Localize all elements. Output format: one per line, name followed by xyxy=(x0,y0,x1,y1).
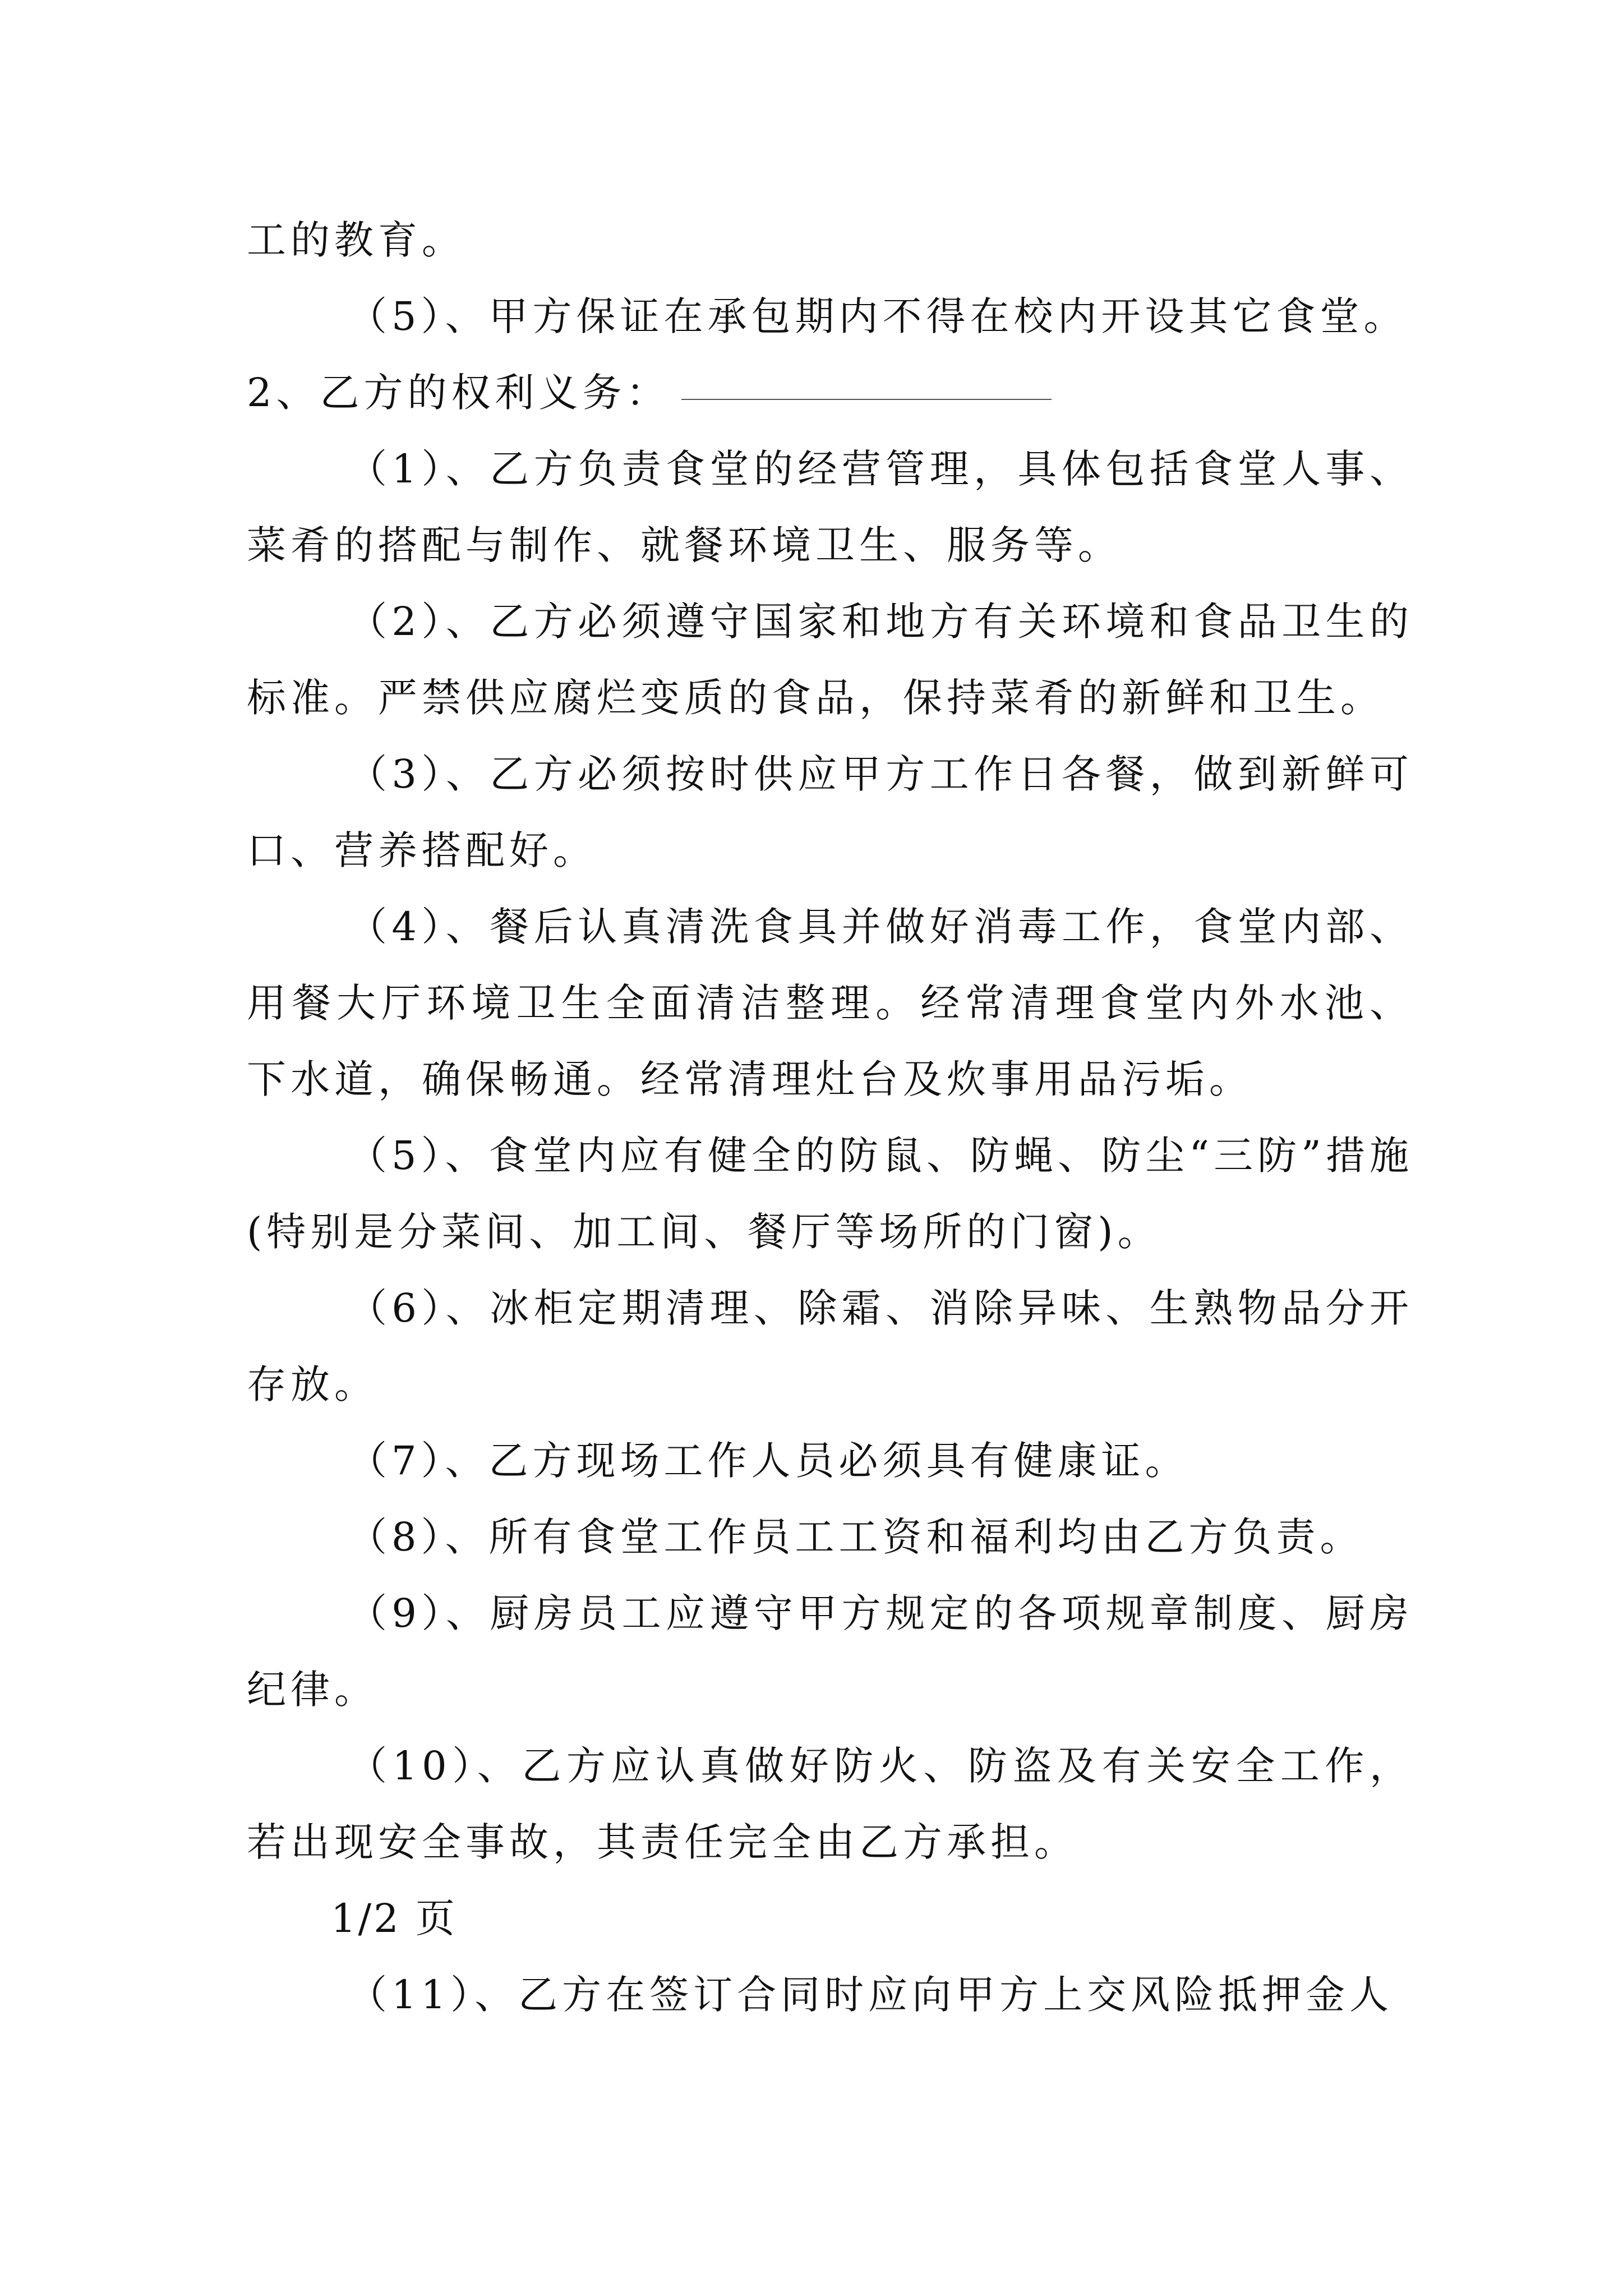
paragraph-continuation: 工的教育。 xyxy=(247,217,465,263)
paragraph-clause-2-6: （6）、冰柜定期清理、除霜、消除异味、生熟物品分开存放。 xyxy=(247,1285,1413,1407)
section-heading-text: 2、乙方的权利义务： xyxy=(247,370,670,416)
paragraph-clause-2-11: （11）、乙方在签订合同时应向甲方上交风险抵押金人 xyxy=(348,1972,1394,2018)
document-body xyxy=(247,202,1413,2033)
paragraph-clause-2-7: （7）、乙方现场工作人员必须具有健康证。 xyxy=(348,1438,1189,1484)
section-heading-party-b xyxy=(247,355,1413,431)
paragraph-clause-2-10: （10）、乙方应认真做好防火、防盗及有关安全工作，若出现安全事故，其责任完全由乙方承担。 xyxy=(247,1743,1413,1865)
paragraph-clause-2-8: （8）、所有食堂工作员工工资和福利均由乙方负责。 xyxy=(348,1514,1364,1560)
paragraph-clause-2-5: （5）、食堂内应有健全的防鼠、防蝇、防尘“三防”措施(特别是分菜间、加工间、餐厅等场所的门窗)。 xyxy=(247,1133,1413,1255)
paragraph-clause-2-4: （4）、餐后认真清洗食具并做好消毒工作，食堂内部、用餐大厅环境卫生全面清洁整理。经常清理食堂内外水池、下水道，确保畅通。经常清理灶台及炊事用品污垢。 xyxy=(247,904,1413,1102)
paragraph-clause-2-2: （2）、乙方必须遵守国家和地方有关环境和食品卫生的标准。严禁供应腐烂变质的食品，保持菜肴的新鲜和卫生。 xyxy=(247,599,1413,721)
paragraph-clause-2-1: （1）、乙方负责食堂的经营管理，具体包括食堂人事、菜肴的搭配与制作、就餐环境卫生、服务等。 xyxy=(247,446,1413,568)
fill-in-blank-line xyxy=(681,399,1052,400)
paragraph-clause-2-9: （9）、厨房员工应遵守甲方规定的各项规章制度、厨房纪律。 xyxy=(247,1590,1413,1713)
paragraph-clause-1-5: （5）、甲方保证在承包期内不得在校内开设其它食堂。 xyxy=(348,293,1408,339)
paragraph-clause-2-3: （3）、乙方必须按时供应甲方工作日各餐，做到新鲜可口、营养搭配好。 xyxy=(247,751,1413,873)
page-number: 1/2 页 xyxy=(331,1895,457,1941)
